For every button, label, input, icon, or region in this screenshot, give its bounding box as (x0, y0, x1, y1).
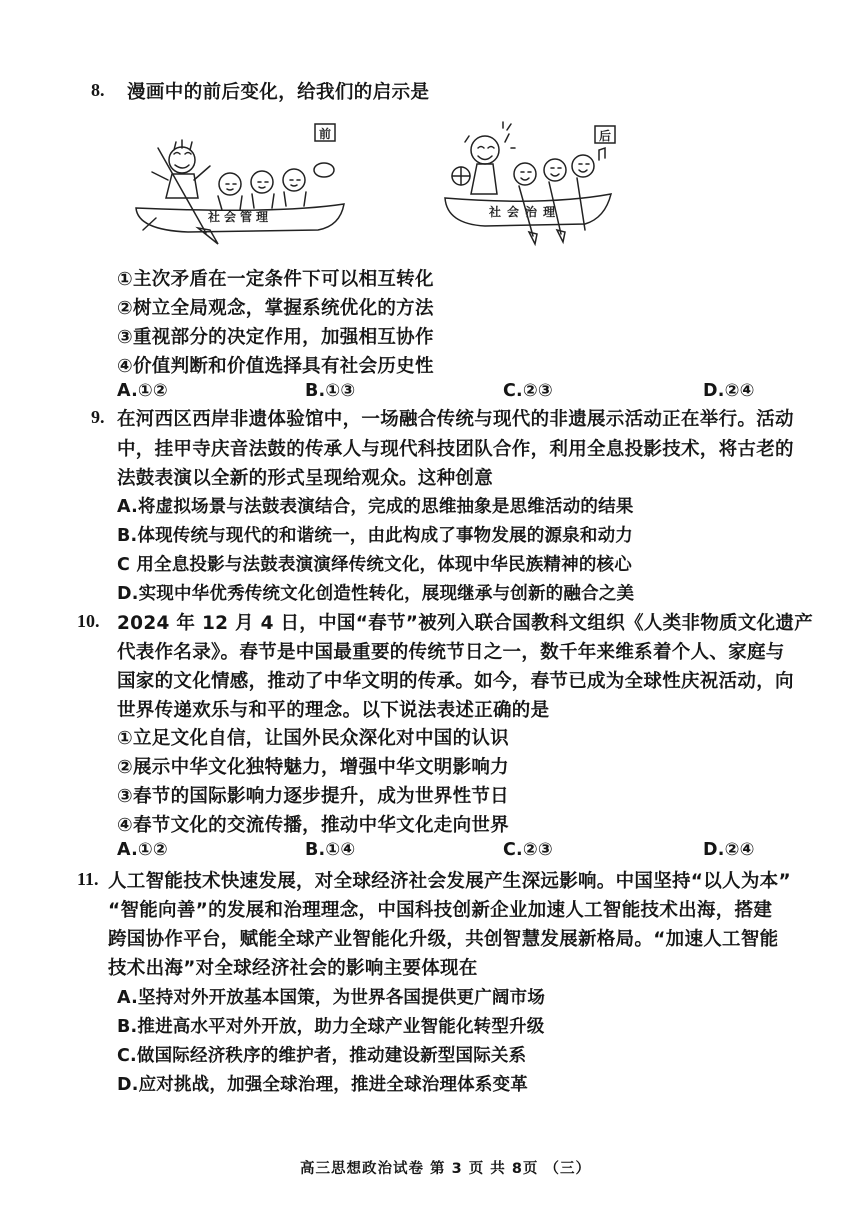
q10-statement-4: ④春节文化的交流传播，推动中华文化走向世界 (117, 815, 509, 836)
q11-stem-line-3: 跨国协作平台，赋能全球产业智能化升级，共创智慧发展新格局。“加速人工智能 (108, 929, 779, 950)
q8-statement-1: ①主次矛盾在一定条件下可以相互转化 (117, 269, 434, 290)
q10-statement-2: ②展示中华文化独特魅力，增强中华文明影响力 (117, 757, 509, 778)
q10-statement-3: ③春节的国际影响力逐步提升，成为世界性节日 (117, 786, 509, 807)
page-footer: 高三思想政治试卷 第 3 页 共 8页 （三） (300, 1161, 591, 1177)
q10-stem-line-2: 代表作名录》。春节是中国最重要的传统节日之一，数千年来维系着个人、家庭与 (117, 642, 785, 663)
cartoon-before-illustration (128, 118, 358, 248)
q8-statement-3: ③重视部分的决定作用，加强相互协作 (117, 327, 434, 348)
cartoon-after-illustration (435, 120, 635, 250)
q11-number: 11. (77, 869, 99, 889)
q11-option-d: D.应对挑战，加强全球治理，推进全球治理体系变革 (117, 1075, 528, 1095)
q8-statement-2: ②树立全局观念，掌握系统优化的方法 (117, 298, 434, 319)
q11-option-a: A.坚持对外开放基本国策，为世界各国提供更广阔市场 (117, 988, 546, 1008)
q10-choice-a: A.①② (117, 840, 168, 860)
q9-stem-line-1: 在河西区西岸非遗体验馆中，一场融合传统与现代的非遗展示活动正在举行。活动 (117, 409, 794, 430)
cartoon-after-boat-text: 社会治理 (488, 205, 562, 219)
q9-stem-line-2: 中，挂甲寺庆音法鼓的传承人与现代科技团队合作，利用全息投影技术，将古老的 (117, 439, 794, 460)
q10-statement-1: ①立足文化自信，让国外民众深化对中国的认识 (117, 728, 509, 749)
q11-stem-line-1: 人工智能技术快速发展，对全球经济社会发展产生深远影响。中国坚持“以人为本” (108, 871, 791, 892)
q9-option-b: B.体现传统与现代的和谐统一，由此构成了事物发展的源泉和动力 (117, 526, 633, 546)
q10-choice-c: C.②③ (503, 840, 553, 860)
q9-option-a: A.将虚拟场景与法鼓表演结合，完成的思维抽象是思维活动的结果 (117, 497, 634, 517)
q8-statement-4: ④价值判断和价值选择具有社会历史性 (117, 356, 434, 377)
q11-option-c: C.做国际经济秩序的维护者，推动建设新型国际关系 (117, 1046, 527, 1066)
q10-choice-d: D.②④ (703, 840, 755, 860)
q8-number: 8. (91, 80, 105, 100)
q8-choice-c: C.②③ (503, 381, 553, 401)
q8-stem: 漫画中的前后变化，给我们的启示是 (127, 82, 430, 103)
q11-option-b: B.推进高水平对外开放，助力全球产业智能化转型升级 (117, 1017, 545, 1037)
q10-stem-line-3: 国家的文化情感，推动了中华文明的传承。如今，春节已成为全球性庆祝活动，向 (117, 671, 794, 692)
q11-stem-line-4: 技术出海”对全球经济社会的影响主要体现在 (108, 958, 478, 979)
q9-option-d: D.实现中华优秀传统文化创造性转化，展现继承与创新的融合之美 (117, 584, 635, 604)
q9-number: 9. (91, 407, 105, 427)
cartoon-before-tag: 前 (318, 127, 332, 141)
q10-stem-line-4: 世界传递欢乐与和平的理念。以下说法表述正确的是 (117, 700, 550, 721)
q10-stem-line-1: 2024 年 12 月 4 日，中国“春节”被列入联合国教科文组织《人类非物质文化遗产 (117, 613, 814, 634)
cartoon-before-boat-text: 社会管理 (207, 210, 273, 224)
q11-stem-line-2: “智能向善”的发展和治理理念，中国科技创新企业加速人工智能技术出海，搭建 (108, 900, 773, 921)
q8-choice-b: B.①③ (305, 381, 356, 401)
q10-choice-b: B.①④ (305, 840, 356, 860)
cartoon-after-tag: 后 (598, 129, 612, 143)
q9-stem-line-3: 法鼓表演以全新的形式呈现给观众。这种创意 (117, 468, 494, 489)
q10-number: 10. (77, 611, 100, 631)
q8-choice-d: D.②④ (703, 381, 755, 401)
q8-choice-a: A.①② (117, 381, 168, 401)
q9-option-c: C 用全息投影与法鼓表演演绎传统文化，体现中华民族精神的核心 (117, 555, 632, 575)
